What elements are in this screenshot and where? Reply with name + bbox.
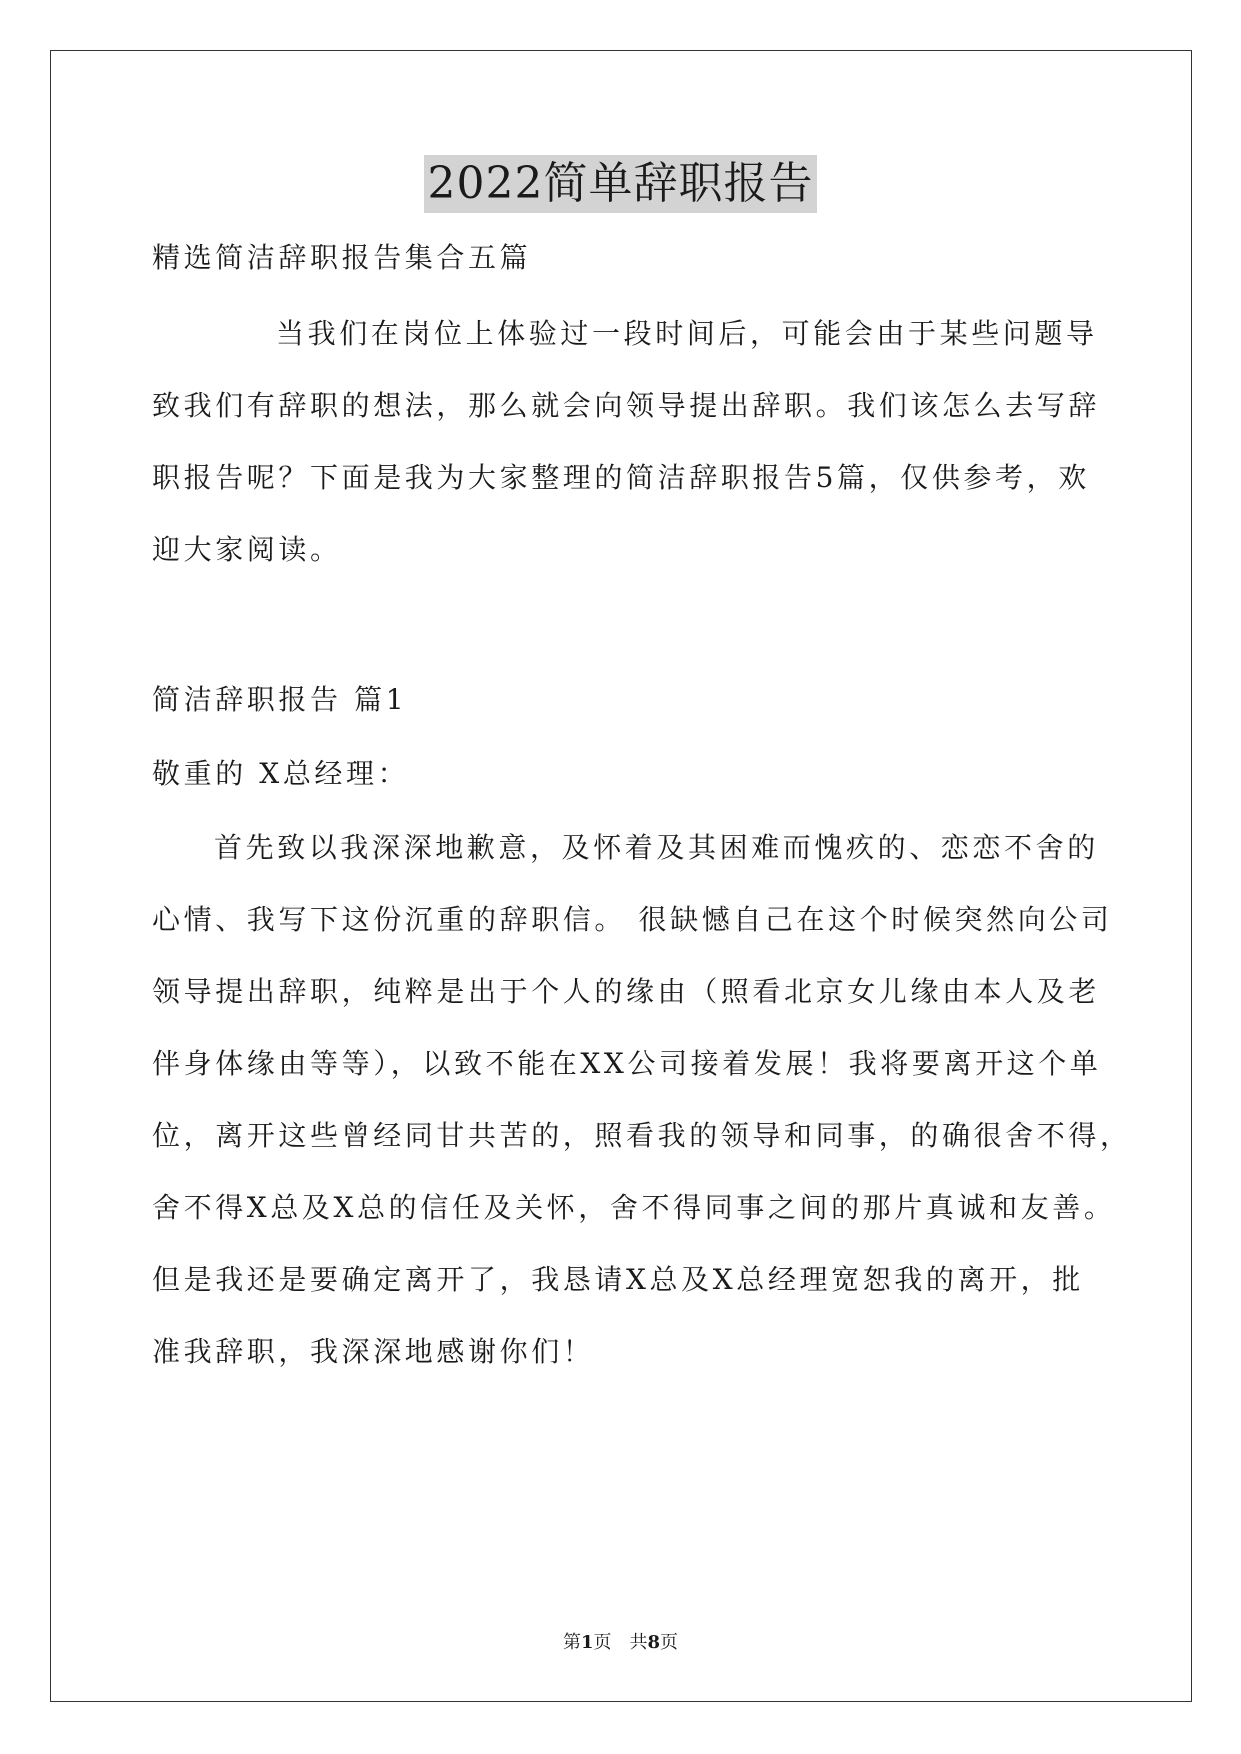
intro-line-2: 致我们有辞职的想法，那么就会向领导提出辞职。我们该怎么去写辞 [152, 389, 1101, 422]
footer-suffix: 页 [660, 1632, 679, 1653]
body-line-3: 领导提出辞职，纯粹是出于个人的缘由（照看北京女儿缘由本人及老 [152, 975, 1101, 1008]
intro-line-1: 当我们在岗位上体验过一段时间后，可能会由于某些问题导 [276, 317, 1098, 350]
body-line-7: 但是我还是要确定离开了，我恳请X总及X总经理宽恕我的离开，批 [152, 1263, 1084, 1296]
body-line-6: 舍不得X总及X总的信任及关怀，舍不得同事之间的那片真诚和友善。 [152, 1191, 1116, 1224]
footer-page-number: 1 [580, 1632, 594, 1653]
document-title-text: 2022简单辞职报告 [424, 155, 818, 213]
footer-prefix: 第 [562, 1632, 581, 1653]
page-footer [0, 1632, 1241, 1654]
footer-mid: 页 共 [593, 1632, 648, 1653]
body-line-8: 准我辞职，我深深地感谢你们！ [152, 1335, 595, 1368]
body-line-2: 心情、我写下这份沉重的辞职信。 很缺憾自己在这个时候突然向公司 [152, 903, 1113, 936]
body-line-5: 位，离开这些曾经同甘共苦的，照看我的领导和同事，的确很舍不得， [152, 1119, 1132, 1152]
footer-page-total: 8 [647, 1632, 661, 1653]
document-subtitle: 精选简洁辞职报告集合五篇 [152, 241, 532, 274]
intro-line-3: 职报告呢？下面是我为大家整理的简洁辞职报告5篇，仅供参考，欢 [152, 461, 1090, 494]
page-border [50, 50, 1192, 1702]
intro-line-4: 迎大家阅读。 [152, 533, 342, 566]
body-line-4: 伴身体缘由等等），以致不能在XX公司接着发展！我将要离开这个单 [152, 1047, 1102, 1080]
letter-salutation: 敬重的 X总经理： [152, 757, 410, 790]
section-heading: 简洁辞职报告 篇1 [152, 683, 408, 716]
document-title [0, 155, 1241, 213]
body-line-1: 首先致以我深深地歉意，及怀着及其困难而愧疚的、恋恋不舍的 [214, 831, 1099, 864]
